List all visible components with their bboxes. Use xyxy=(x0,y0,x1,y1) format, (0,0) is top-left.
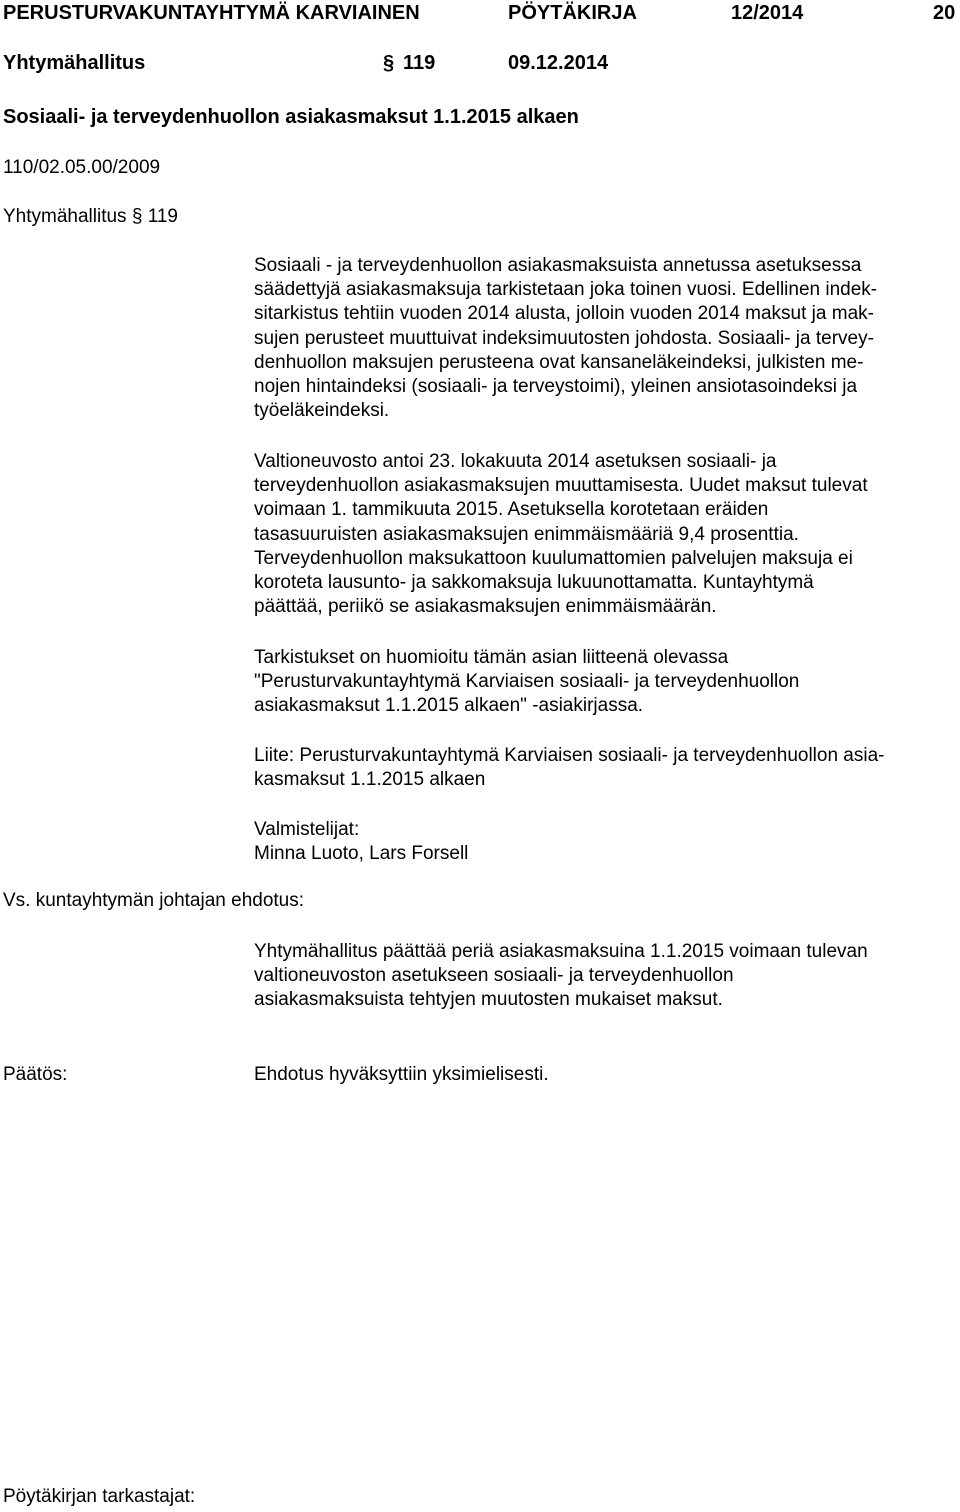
preparation-paragraph-2 xyxy=(254,450,946,619)
text-line: voimaan 1. tammikuuta 2015. Asetuksella korotetaan eräiden xyxy=(254,499,769,521)
minutes-checkers-label: Pöytäkirjan tarkastajat: xyxy=(3,1486,196,1507)
decision-text: Ehdotus hyväksyttiin yksimielisesti. xyxy=(254,1064,549,1085)
page-number: 20 xyxy=(933,2,956,24)
meeting-body: Yhtymähallitus xyxy=(3,52,146,74)
document-type: PÖYTÄKIRJA xyxy=(508,2,637,24)
text-line: säädettyjä asiakasmaksuja tarkistetaan joka toinen vuosi. Edellinen indek- xyxy=(254,279,878,301)
text-line: Liite: Perusturvakuntayhtymä Karviaisen sosiaali- ja terveydenhuollon asia- xyxy=(254,745,885,766)
text-line: "Perusturvakuntayhtymä Karviaisen sosiaali- ja terveydenhuollon xyxy=(254,671,800,693)
proposal-text xyxy=(254,940,946,1013)
text-line: Sosiaali - ja terveydenhuollon asiakasmaksuista annetussa asetuksessa xyxy=(254,255,862,276)
organization-name: PERUSTURVAKUNTAYHTYMÄ KARVIAINEN xyxy=(3,2,420,24)
text-line: koroteta lausunto- ja sakkomaksuja lukuunottamatta. Kuntayhtymä xyxy=(254,572,814,594)
text-line: denhuollon maksujen perusteena ovat kansaneläkeindeksi, julkisten me- xyxy=(254,351,864,373)
section-number: 119 xyxy=(403,52,436,74)
text-line: sujen perusteet muuttuivat indeksimuutosten johdosta. Sosiaali- ja tervey- xyxy=(254,327,874,349)
meeting-date: 09.12.2014 xyxy=(508,52,609,74)
preparers-label: Valmistelijat: xyxy=(254,819,360,840)
text-line: Valtioneuvosto antoi 23. lokakuuta 2014 asetuksen sosiaali- ja xyxy=(254,451,777,472)
preparation-paragraph-1 xyxy=(254,254,946,423)
prior-handling-body: Yhtymähallitus xyxy=(3,206,127,227)
page-title: Sosiaali- ja terveydenhuollon asiakasmaksut 1.1.2015 alkaen xyxy=(3,106,579,128)
reference-number: 110/02.05.00/2009 xyxy=(3,157,161,178)
text-line: asiakasmaksut 1.1.2015 alkaen" -asiakirjassa. xyxy=(254,695,644,717)
text-line: Tarkistukset on huomioitu tämän asian liitteenä olevassa xyxy=(254,647,729,668)
decision-label: Päätös: xyxy=(3,1064,68,1085)
document-number: 12/2014 xyxy=(731,2,804,24)
text-line: kasmaksut 1.1.2015 alkaen xyxy=(254,769,486,791)
prior-handling-number: 119 xyxy=(147,206,178,227)
prior-handling-symbol: § xyxy=(131,206,143,227)
prior-handling xyxy=(3,206,178,228)
preparers-names: Minna Luoto, Lars Forsell xyxy=(254,843,469,865)
text-line: Terveydenhuollon maksukattoon kuulumattomien palvelujen maksuja ei xyxy=(254,547,853,569)
text-line: terveydenhuollon asiakasmaksujen muuttamisesta. Uudet maksut tulevat xyxy=(254,475,868,497)
text-line: päättää, periikö se asiakasmaksujen enimmäismäärän. xyxy=(254,596,717,618)
text-line: työeläkeindeksi. xyxy=(254,400,390,422)
text-line: sitarkistus tehtiin vuoden 2014 alusta, jolloin vuoden 2014 maksut ja mak- xyxy=(254,303,874,325)
preparers xyxy=(254,818,946,866)
text-line: nojen hintaindeksi (sosiaali- ja terveystoimi), yleinen ansiotasoindeksi ja xyxy=(254,376,858,398)
attachment-note xyxy=(254,744,946,792)
text-line: tasasuuruisten asiakasmaksujen enimmäismääriä 9,4 prosenttia. xyxy=(254,523,799,545)
proposal-label: Vs. kuntayhtymän johtajan ehdotus: xyxy=(3,890,305,911)
preparation-paragraph-3 xyxy=(254,646,946,719)
text-line: valtioneuvoston asetukseen sosiaali- ja terveydenhuollon xyxy=(254,965,734,987)
text-line: asiakasmaksuista tehtyjen muutosten mukaiset maksut. xyxy=(254,989,723,1011)
section-symbol: § xyxy=(383,52,395,74)
text-line: Yhtymähallitus päättää periä asiakasmaksuina 1.1.2015 voimaan tulevan xyxy=(254,941,868,962)
